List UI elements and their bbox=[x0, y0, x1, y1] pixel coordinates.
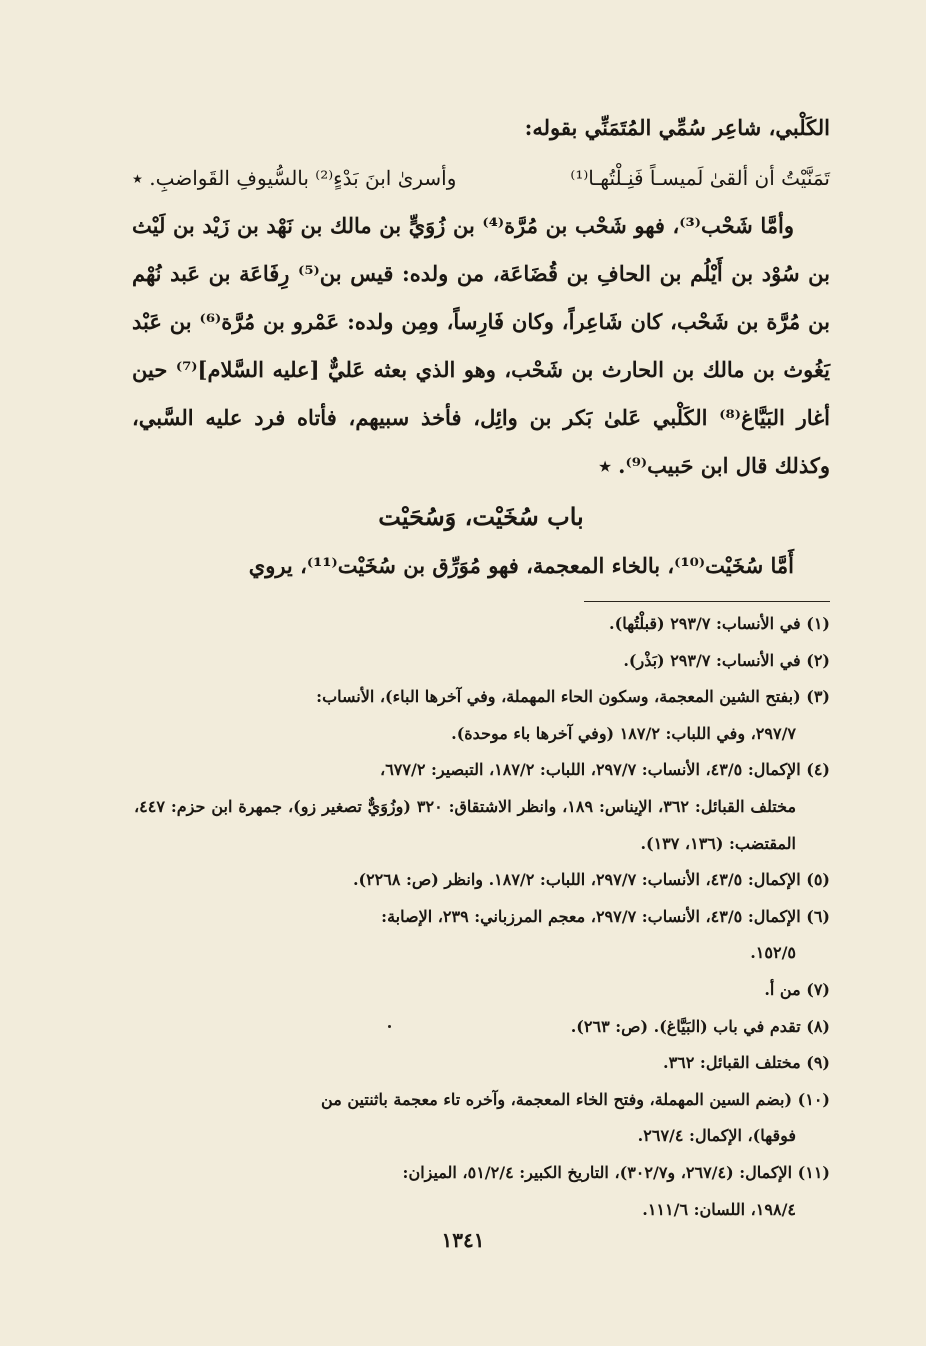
footnote-text: (بفتح الشين المعجمة، وسكون الحاء المهملة، وفي آخرها الباء)، الأنساب: bbox=[316, 687, 801, 707]
poem-verse bbox=[132, 154, 830, 202]
footnote-number: (٤) bbox=[806, 760, 830, 780]
footnote bbox=[134, 1082, 830, 1155]
footnotes bbox=[134, 606, 830, 1228]
footnote-separator bbox=[584, 601, 830, 602]
poem-hemistich-left: وأسرىٰ ابنَ بَدْءٍ⁽²⁾ بالسُّيوفِ القَواضبِ. ٭ bbox=[132, 166, 457, 190]
footnote-number: (٦) bbox=[806, 906, 830, 926]
footnote-text: الإكمال: ٤٣/٥، الأنساب: ٢٩٧/٧، اللباب: ١٨٧/٢. وانظر (ص: ٢٢٦٨). bbox=[352, 870, 801, 890]
footnote bbox=[134, 752, 830, 862]
footnote-number: (١٠) bbox=[797, 1089, 830, 1109]
footnote bbox=[134, 643, 830, 680]
footnote bbox=[134, 972, 830, 1009]
footnote bbox=[134, 1009, 830, 1046]
footnote bbox=[134, 1155, 830, 1228]
footnote-number: (١) bbox=[806, 614, 830, 633]
text-line-intro: الكَلْبي، شاعِر سُمِّي المُتَمَنِّي بقوله: bbox=[524, 115, 830, 140]
footnote-number: (٨) bbox=[806, 1016, 830, 1036]
paragraph-shahb: وأمَّا شَحْب⁽³⁾، فهو شَحْب بن مُرَّة⁽⁴⁾ بن زُوَيٍّ بن مالك بن نَهْد بن زَيْد بن لَيْث بن سُوْد بن أَيْلُم بن الحافِ بن قُضَاعَة، من ولده: قيس بن⁽⁵⁾ رِفَاعَة بن عَبد نُهْم بن مُرَّة بن شَحْب، كان شَاعِراً، وكان فَارِساً، ومِن ولده: عَمْرو بن مُرَّة⁽⁶⁾ بن عَبْد يَغُوث بن مالك بن الحارث بن شَحْب، وهو الذي بعثه عَليٌّ [عليه السَّلام]⁽⁷⁾ حين أغار البَيَّاغ⁽⁸⁾ الكَلْبي عَلىٰ بَكر بن وائِل، فأخذ سبيهم، فأتاه فرد عليه السَّبي، وكذلك قال ابن حَبيب⁽⁹⁾. ٭ bbox=[132, 213, 830, 478]
footnote bbox=[134, 862, 830, 899]
main-text bbox=[132, 104, 830, 590]
footnote-number: (٥) bbox=[806, 870, 830, 890]
paragraph-sukhayt: أَمَّا سُخَيْت⁽¹⁰⁾، بالخاء المعجمة، فهو مُوَرِّق بن سُخَيْت⁽¹¹⁾، يروي bbox=[248, 553, 794, 578]
footnote-text: من أ. bbox=[764, 979, 801, 999]
footnote bbox=[134, 679, 830, 752]
poem-hemistich-right: تَمَنَّيْتُ أن ألقىٰ لَميسـاً فَنِـلْتُهـا⁽¹⁾ bbox=[570, 166, 830, 190]
footnote bbox=[134, 606, 830, 643]
footnote-continuation: ٢٩٧/٧، وفي اللباب: ١٨٧/٢ (وفي آخرها باء موحدة). bbox=[451, 723, 796, 743]
section-heading: باب سُخَيْت، وَسُحَيْت bbox=[378, 502, 584, 531]
footnote-text: في الأنساب: ٢٩٣/٧ (بَذْر). bbox=[623, 650, 801, 670]
footnote-text: (بضم السين المهملة، وفتح الخاء المعجمة، وآخره تاء معجمة باثنتين من bbox=[321, 1089, 793, 1109]
footnote-continuation: مختلف القبائل: ٣٦٢، الإيناس: ١٨٩، وانظر الاشتقاق: ٣٢٠ (وزُوَيٌّ تصغير زو)، جمهرة ابن حزم: ٤٤٧، المقتضب: (١٣٦، ١٣٧). bbox=[134, 796, 797, 853]
footnote-text: الإكمال: (٢٦٧/٤، و٣٠٢/٧)، التاريخ الكبير: ٥١/٢/٤، الميزان: bbox=[402, 1162, 793, 1182]
footnote-continuation: ١٩٨/٤، اللسان: ١١١/٦. bbox=[642, 1199, 796, 1219]
footnote-text: الإكمال: ٤٣/٥، الأنساب: ٢٩٧/٧، اللباب: ١٨٧/٢، التبصير: ٦٧٧/٢، bbox=[380, 760, 801, 780]
page-number: ١٣٤١ bbox=[441, 1228, 485, 1252]
footnote-text: تقدم في باب (البَيَّاغ). (ص: ٢٦٣). bbox=[570, 1016, 801, 1036]
footnote-number: (٩) bbox=[806, 1053, 830, 1073]
footnote-text: في الأنساب: ٢٩٣/٧ (قبلْتُها). bbox=[609, 614, 801, 633]
footnote bbox=[134, 899, 830, 972]
footnote bbox=[134, 1045, 830, 1082]
footnote-number: (٣) bbox=[806, 687, 830, 707]
footnote-number: (١١) bbox=[797, 1162, 830, 1182]
footnote-number: (٢) bbox=[806, 650, 830, 670]
print-speck bbox=[388, 1025, 391, 1028]
footnote-text: مختلف القبائل: ٣٦٢. bbox=[662, 1053, 801, 1073]
footnote-text: الإكمال: ٤٣/٥، الأنساب: ٢٩٧/٧، معجم المرزباني: ٢٣٩، الإصابة: bbox=[381, 906, 801, 926]
footnote-continuation: فوقها)، الإكمال: ٢٦٧/٤. bbox=[637, 1126, 796, 1146]
footnote-continuation: ١٥٢/٥. bbox=[750, 943, 796, 963]
footnote-number: (٧) bbox=[806, 979, 830, 999]
